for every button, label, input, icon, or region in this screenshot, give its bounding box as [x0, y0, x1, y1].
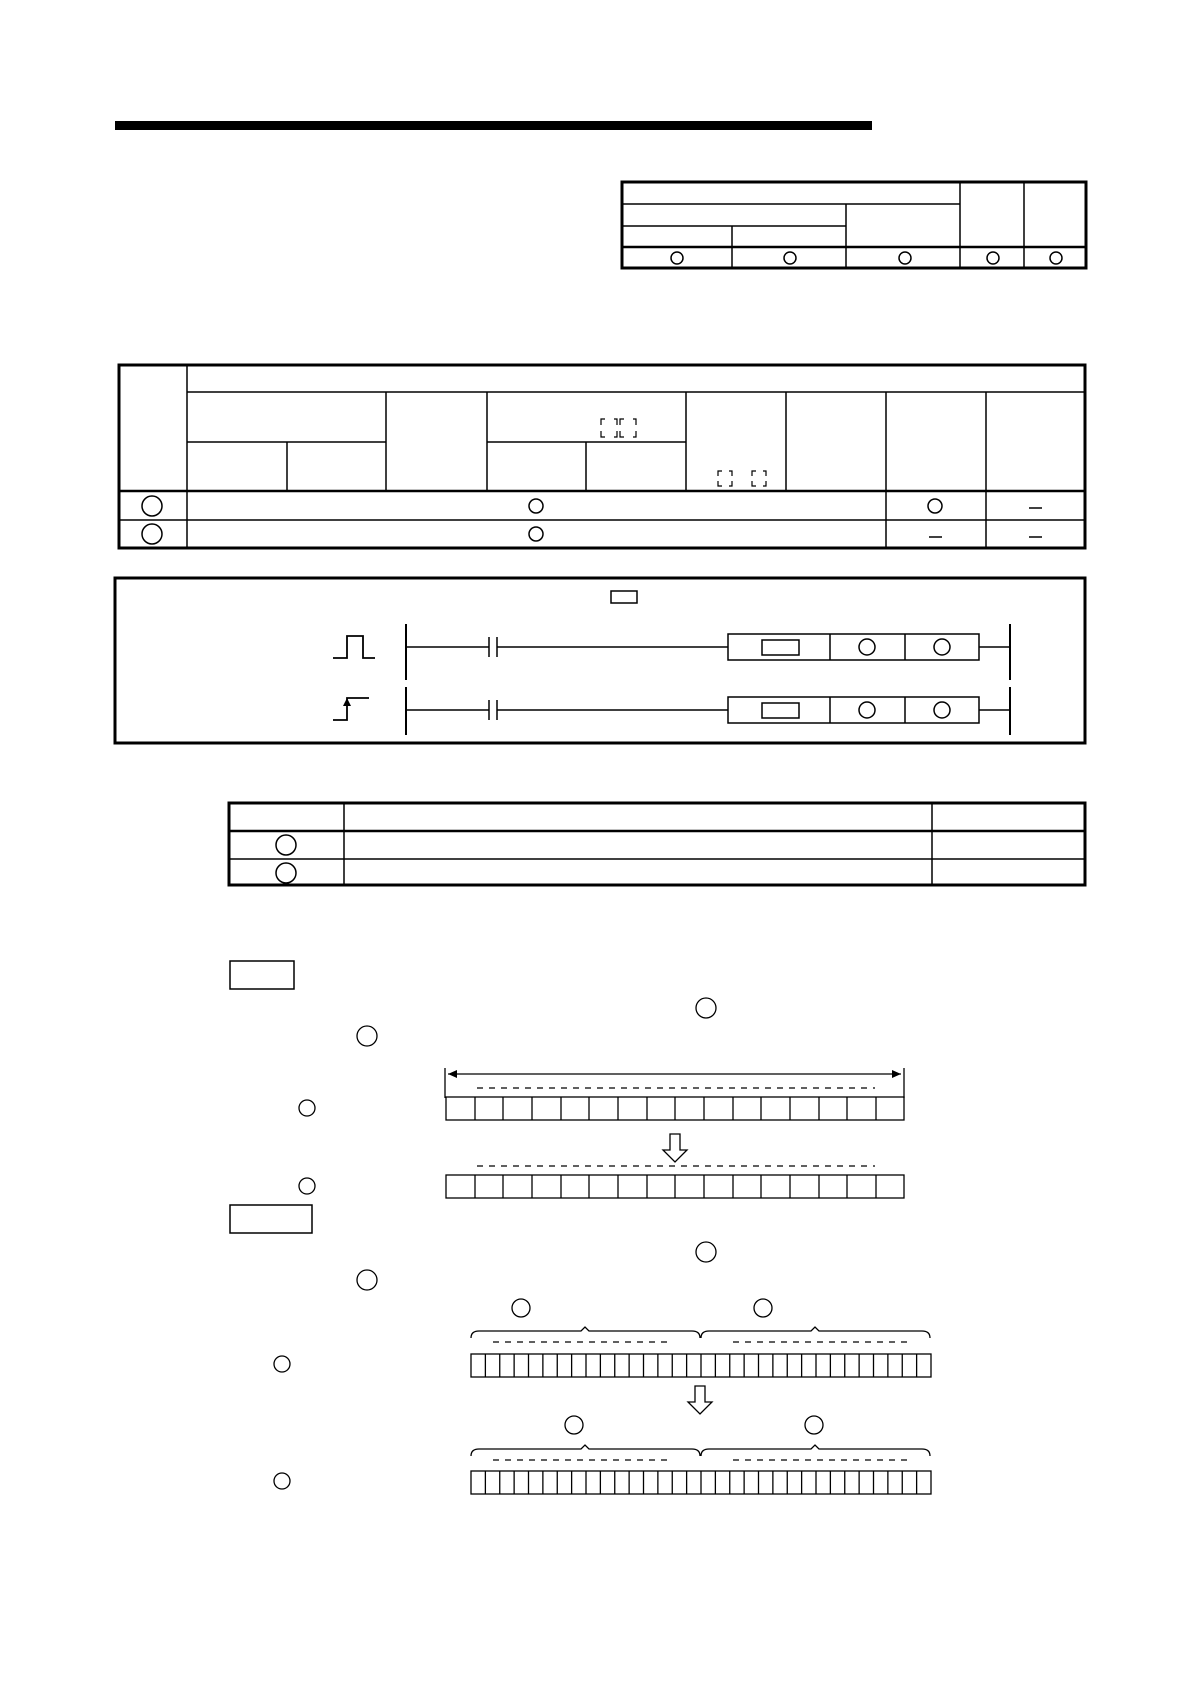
device-support-circle [928, 499, 942, 513]
ladder-diagram [115, 578, 1085, 743]
row-marker-circle [276, 835, 296, 855]
cpu-support-circle [784, 252, 796, 264]
row-marker-circle [276, 863, 296, 883]
down-arrow-icon [688, 1386, 712, 1414]
bit-diagram-32 [274, 1242, 931, 1494]
bit-diagram-16 [299, 998, 904, 1198]
down-arrow-icon [663, 1134, 687, 1162]
device-support-circle [529, 499, 543, 513]
pulse-symbol [333, 636, 375, 658]
rising-edge-symbol [333, 698, 369, 720]
device-support-circle [529, 527, 543, 541]
setting-data-table [229, 803, 1085, 885]
cpu-support-circle [1050, 252, 1062, 264]
usable-devices-table [119, 365, 1085, 548]
section-label-box [230, 961, 294, 989]
cpu-support-circle [899, 252, 911, 264]
section-label-box [230, 1205, 312, 1233]
row-marker-circle [142, 524, 162, 544]
cpu-support-circle [671, 252, 683, 264]
applicable-cpu-table [622, 182, 1086, 268]
row-marker-circle [142, 496, 162, 516]
cpu-support-circle [987, 252, 999, 264]
